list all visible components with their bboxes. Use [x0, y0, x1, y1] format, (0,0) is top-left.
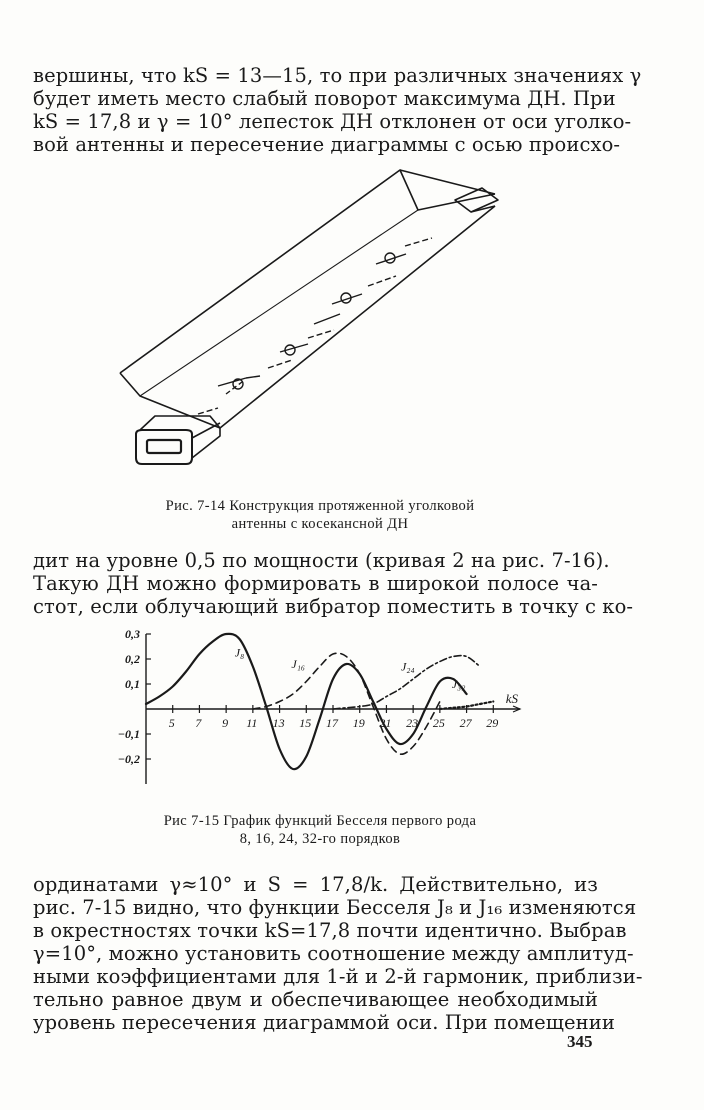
- chart-labels: [235, 646, 519, 707]
- text-line: kS = 17,8 и γ = 10° лепесток ДН отклонен от оси уголко-: [33, 110, 632, 133]
- series-label-j16: J₁₆: [291, 656, 306, 671]
- page-number: 345: [567, 1032, 593, 1051]
- figure-caption-7-15: [105, 812, 535, 848]
- y-tick-label: 0,1: [125, 677, 140, 691]
- text-line: рис. 7-15 видно, что функции Бесселя J₈ и J₁₆ изменяются: [33, 896, 637, 919]
- series-label-j24: J₂₄: [400, 659, 415, 674]
- text-line: уровень пересечения диаграммой оси. При помещении: [33, 1011, 615, 1034]
- paragraph-middle: [33, 549, 634, 618]
- x-tick-label: 19: [352, 716, 365, 730]
- series-label-j32: J₃₂: [451, 676, 466, 691]
- x-tick-label: 27: [459, 716, 472, 730]
- text-line: вой антенны и пересечение диаграммы с осью происхо-: [33, 133, 621, 156]
- x-tick-label: 5: [168, 716, 175, 730]
- text-line: стот, если облучающий вибратор поместить в точку с ко-: [33, 595, 634, 618]
- y-tick-label: 0,3: [125, 627, 140, 641]
- x-tick-label: 21: [379, 716, 392, 730]
- x-tick-label: 7: [195, 716, 202, 730]
- paragraph-top: [33, 64, 642, 156]
- caption-line: Рис 7-15 График функций Бесселя первого рода: [163, 813, 477, 829]
- text-line: γ=10°, можно установить соотношение между амплитуд-: [33, 942, 634, 965]
- y-tick-label: 0,2: [125, 652, 140, 666]
- x-tick-label: 15: [299, 716, 312, 730]
- x-tick-label: 25: [432, 716, 445, 730]
- bessel-functions-chart: [100, 622, 540, 792]
- text-line: дит на уровне 0,5 по мощности (кривая 2 на рис. 7-16).: [33, 549, 610, 572]
- caption-line: Рис. 7-14 Конструкция протяженной уголковой: [165, 498, 475, 514]
- x-tick-label: 9: [222, 716, 229, 730]
- text-line: Такую ДН можно формировать в широкой полосе ча-: [33, 572, 598, 595]
- paragraph-bottom: [33, 873, 643, 1034]
- x-axis-label: kS: [505, 691, 518, 706]
- text-line: ординатами γ≈10° и S = 17,8/k. Действительно, из: [33, 873, 598, 896]
- series-line-j8: [146, 634, 467, 769]
- caption-line: антенны с косекансной ДН: [231, 516, 409, 532]
- text-line: будет иметь место слабый поворот максимума ДН. При: [33, 87, 616, 110]
- x-tick-label: 13: [272, 716, 285, 730]
- text-line: в окрестностях точки kS=17,8 почти идентично. Выбрав: [33, 919, 627, 942]
- corner-antenna-illustration: [100, 168, 510, 478]
- x-tick-label: 17: [326, 716, 338, 730]
- chart-series: [146, 634, 493, 769]
- y-tick-label: −0,1: [117, 727, 140, 741]
- x-tick-label: 29: [486, 716, 499, 730]
- y-tick-label: −0,2: [117, 752, 140, 766]
- text-line: вершины, что kS = 13—15, то при различных значениях γ: [33, 64, 642, 87]
- figure-caption-7-14: [110, 497, 530, 533]
- chart-ticks: [118, 627, 499, 766]
- text-line: ными коэффициентами для 1-й и 2-й гармоник, приблизи-: [33, 965, 643, 988]
- caption-line: 8, 16, 24, 32-го порядков: [239, 831, 401, 847]
- text-line: тельно равное двум и обеспечивающее необходимый: [33, 988, 598, 1011]
- x-tick-label: 23: [406, 716, 419, 730]
- x-tick-label: 11: [246, 716, 258, 730]
- series-label-j8: J₈: [234, 645, 245, 660]
